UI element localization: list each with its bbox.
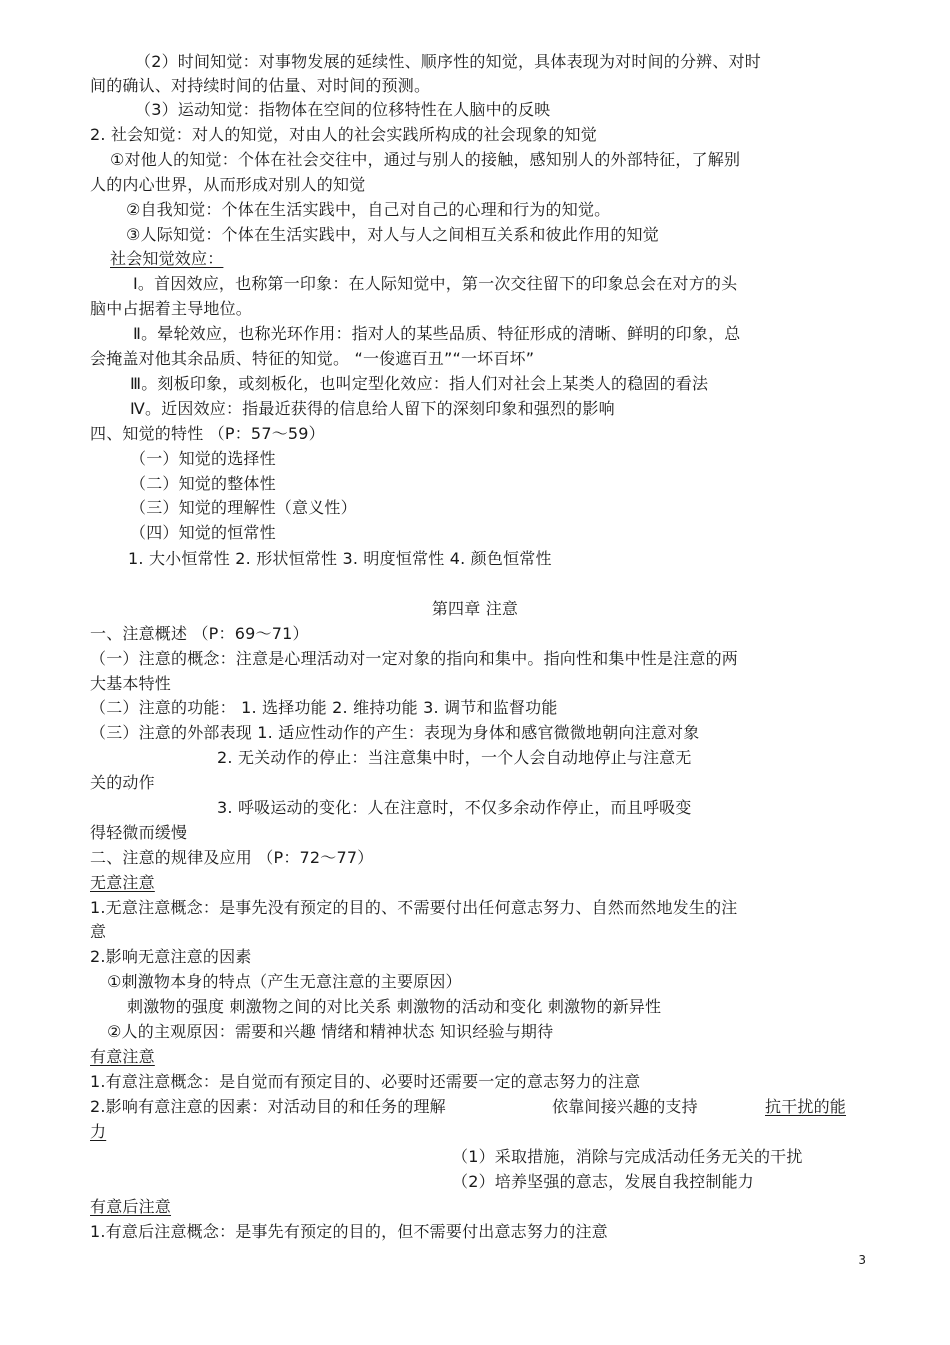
text-line: 间的确认、对持续时间的估量、对时间的预测。 (90, 76, 431, 95)
text-line: （二）知觉的整体性 (130, 474, 276, 493)
text-line: （一）知觉的选择性 (130, 449, 276, 468)
subsection-heading: 无意注意 (90, 873, 155, 892)
text-line: Ⅰ。首因效应，也称第一印象：在人际知觉中，第一次交往留下的印象总会在对方的头 (133, 274, 738, 293)
text-line: 关的动作 (90, 773, 155, 792)
text-line: ③人际知觉：个体在生活实践中，对人与人之间相互关系和彼此作用的知觉 (126, 225, 659, 244)
text-line: 3. 呼吸运动的变化：人在注意时，不仅多余动作停止，而且呼吸变 (217, 798, 692, 817)
text-line: 1.有意注意概念：是自觉而有预定目的、必要时还需要一定的意志努力的注意 (90, 1072, 641, 1091)
text-line: 力 (90, 1122, 107, 1141)
text-line: Ⅳ。近因效应：指最近获得的信息给人留下的深刻印象和强烈的影响 (130, 399, 615, 418)
text-line: 依靠间接兴趣的支持 (552, 1097, 698, 1116)
section-heading: 一、注意概述 （P：69～71） (90, 624, 309, 643)
text-line: 2. 无关动作的停止：当注意集中时，一个人会自动地停止与注意无 (217, 748, 692, 767)
text-line: 得轻微而缓慢 (90, 823, 188, 842)
section-heading: 二、注意的规律及应用 （P：72～77） (90, 848, 374, 867)
text-line: （三）知觉的理解性（意义性） (130, 498, 357, 517)
text-line: （四）知觉的恒常性 (130, 523, 276, 542)
text-line: 意 (90, 922, 107, 941)
section-heading: 社会知觉效应： (110, 249, 224, 268)
text-line: 2. 社会知觉：对人的知觉，对由人的社会实践所构成的社会现象的知觉 (90, 125, 597, 144)
text-line: （2）培养坚强的意志，发展自我控制能力 (452, 1172, 754, 1191)
text-line: ①对他人的知觉：个体在社会交往中，通过与别人的接触，感知别人的外部特征，了解别 (110, 150, 741, 169)
text-line: （1）采取措施，消除与完成活动任务无关的干扰 (452, 1147, 803, 1166)
text-line: 会掩盖对他其余品质、特征的知觉。 “一俊遮百丑”“一坏百坏” (90, 349, 535, 368)
text-line: （二）注意的功能： 1. 选择功能 2. 维持功能 3. 调节和监督功能 (90, 698, 558, 717)
page-number: 3 (858, 1253, 866, 1267)
text-line: （三）注意的外部表现 1. 适应性动作的产生：表现为身体和感官微微地朝向注意对象 (90, 723, 700, 742)
text-line: 2.影响有意注意的因素：对活动目的和任务的理解 (90, 1097, 446, 1116)
text-line: 抗干扰的能 (765, 1097, 847, 1116)
text-line: （3）运动知觉：指物体在空间的位移特性在人脑中的反映 (135, 100, 551, 119)
text-line: ②自我知觉：个体在生活实践中，自己对自己的心理和行为的知觉。 (126, 200, 611, 219)
text-line: 1.有意后注意概念：是事先有预定的目的，但不需要付出意志努力的注意 (90, 1222, 608, 1241)
text-line: 1.无意注意概念：是事先没有预定的目的、不需要付出任何意志努力、自然而然地发生的注 (90, 898, 738, 917)
chapter-title: 第四章 注意 (431, 599, 519, 618)
text-line: ①刺激物本身的特点（产生无意注意的主要原因） (107, 972, 462, 991)
text-line: 脑中占据着主导地位。 (90, 299, 253, 318)
subsection-heading: 有意注意 (90, 1047, 155, 1066)
subsection-heading: 有意后注意 (90, 1197, 172, 1216)
text-line: Ⅲ。刻板印象，或刻板化，也叫定型化效应：指人们对社会上某类人的稳固的看法 (130, 374, 709, 393)
text-line: 1. 大小恒常性 2. 形状恒常性 3. 明度恒常性 4. 颜色恒常性 (128, 549, 552, 568)
text-line: ②人的主观原因：需要和兴趣 情绪和精神状态 知识经验与期待 (107, 1022, 554, 1041)
text-line: 刺激物的强度 刺激物之间的对比关系 刺激物的活动和变化 刺激物的新异性 (127, 997, 662, 1016)
section-heading: 四、知觉的特性 （P：57～59） (90, 424, 325, 443)
text-line: 2.影响无意注意的因素 (90, 947, 252, 966)
text-line: 大基本特性 (90, 674, 172, 693)
text-line: Ⅱ。晕轮效应，也称光环作用：指对人的某些品质、特征形成的清晰、鲜明的印象，总 (133, 324, 741, 343)
text-line: 人的内心世界，从而形成对别人的知觉 (90, 175, 366, 194)
text-line: （2）时间知觉：对事物发展的延续性、顺序性的知觉，具体表现为对时间的分辨、对时 (135, 52, 761, 71)
text-line: （一）注意的概念：注意是心理活动对一定对象的指向和集中。指向性和集中性是注意的两 (90, 649, 739, 668)
